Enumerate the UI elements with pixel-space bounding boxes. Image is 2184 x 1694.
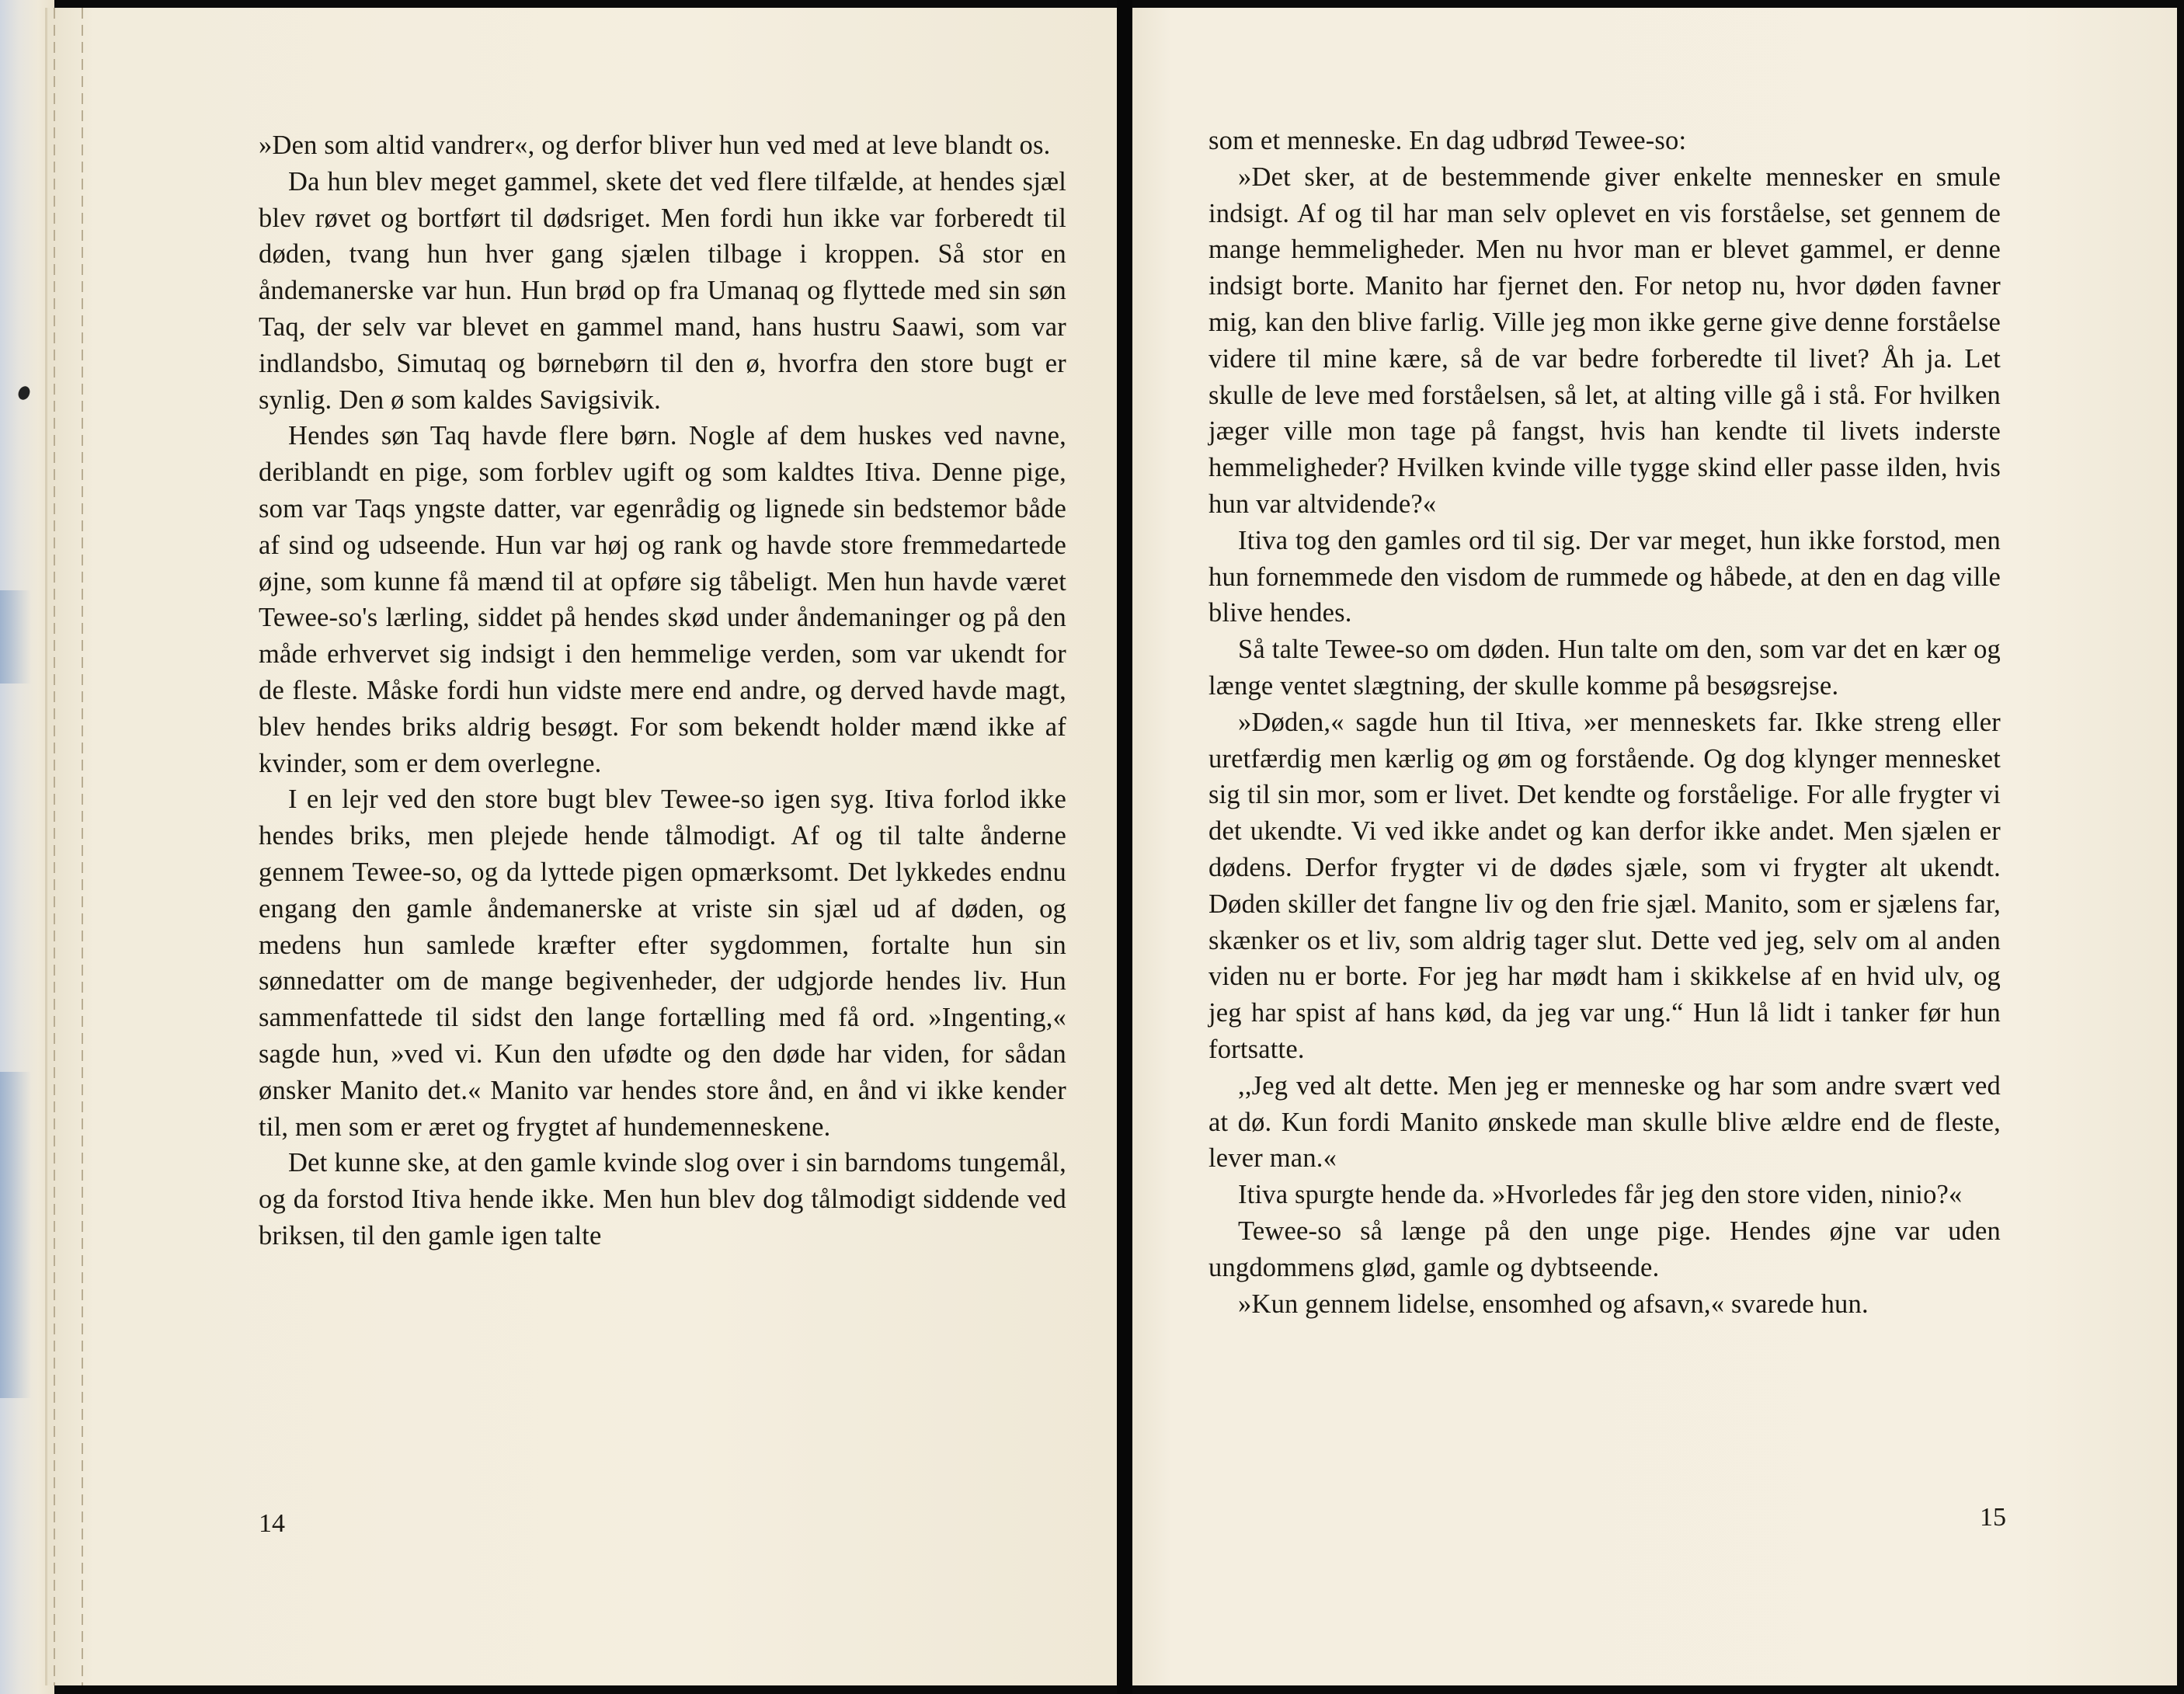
edge-tint bbox=[0, 1072, 31, 1398]
paragraph: »Døden,« sagde hun til Itiva, »er menneskets far. Ikke streng eller uretfærdig men kærlig og øm og forstående. Og dog klynger mennesket sig til sin mor, som er livet. Det kendte og forståelige. For alle frygter vi det ukendte. Vi ved ikke andet og kan derfor ikke andet. Men sjælen er dødens. Derfor frygter vi de dødes sjæle, som vi frygter alt ukendt. Døden skiller det fangne liv og den frie sjæl. Manito, som er sjælens far, skænker os et liv, som aldrig tager slut. Dette ved jeg, selv om al anden viden nu er borte. For jeg har mødt ham i skikkelse af en hvid ulv, og jeg har spist af hans kød, da jeg var ung.“ Hun lå lidt i tanker før hun fortsatte. bbox=[1209, 707, 2001, 1064]
paragraph: Itiva spurgte hende da. »Hvorledes får jeg den store viden, ninio?« bbox=[1238, 1180, 1963, 1210]
binding-stitch bbox=[82, 8, 83, 1685]
page-number: 14 bbox=[259, 1509, 285, 1538]
page-gutter bbox=[1117, 0, 1132, 1694]
paragraph: ,,Jeg ved alt dette. Men jeg er menneske og har som andre svært ved at dø. Kun fordi Manito ønskede man skulle blive ældre end de fleste, lever man.« bbox=[1209, 1070, 2001, 1174]
right-page-text bbox=[1209, 123, 2001, 1322]
paragraph: »Den som altid vandrer«, og derfor bliver hun ved med at leve blandt os. bbox=[259, 130, 1051, 160]
paragraph: som et menneske. En dag udbrød Tewee-so: bbox=[1209, 126, 1687, 155]
page-number: 15 bbox=[1980, 1503, 2006, 1532]
paragraph: Det kunne ske, at den gamle kvinde slog over i sin barndoms tungemål, og da forstod Itiva hende ikke. Men hun blev dog tålmodigt siddende ved briksen, til den gamle igen talte bbox=[259, 1148, 1066, 1250]
right-page bbox=[1132, 8, 2177, 1685]
paragraph: Da hun blev meget gammel, skete det ved flere tilfælde, at hendes sjæl blev røvet og bortført til dødsriget. Men fordi hun ikke var forberedt til døden, tvang hun hver gang sjælen tilbage i kroppen. Så stor en åndemanerske var hun. Hun brød op fra Umanaq og flyttede med sin søn Taq, der selv var blevet en gammel mand, hans hustru Saawi, som var indlandsbo, Simutaq og børnebørn til den ø, hvorfra den store bugt er synlig. Den ø som kaldes Savigsivik. bbox=[259, 166, 1066, 415]
left-page-text bbox=[259, 127, 1066, 1254]
paragraph: »Det sker, at de bestemmende giver enkelte mennesker en smule indsigt. Af og til har man selv oplevet en vis forståelse, set gennem de mange hemmeligheder. Men nu hvor man er blevet gammel, er denne indsigt borte. Manito har fjernet den. For netop nu, hvor døden favner mig, kan den blive farlig. Ville jeg mon ikke gerne give denne forståelse videre til mine kære, så de var bedre forberedte til livet? Åh ja. Let skulle de leve med forståelsen, så let, at alting ville gå i stå. For hvilken jæger ville mon tage på fangst, hvis han kendte til livets inderste hemmeligheder? Hvilken kvinde ville tygge skind eller passe ilden, hvis hun var altvidende?« bbox=[1209, 162, 2001, 519]
edge-tint bbox=[0, 590, 31, 684]
left-page bbox=[45, 8, 1117, 1685]
paragraph: Så talte Tewee-so om døden. Hun talte om den, som var det en kær og længe ventet slægtning, der skulle komme på besøgsrejse. bbox=[1209, 635, 2001, 701]
paragraph: Hendes søn Taq havde flere børn. Nogle af dem huskes ved navne, deriblandt en pige, som forblev ugift og som kaldtes Itiva. Denne pige, som var Taqs yngste datter, var egenrådig og lignede sin bedstemor både af sind og udseende. Hun var høj og rank og havde store fremmedartede øjne, som kunne få mænd til at opføre sig tåbeligt. Men hun havde været Tewee-so's lærling, siddet på hendes skød under åndemaninger og på den måde erhvervet sig indsigt i den hemmelige verden, som var ukendt for de fleste. Måske fordi hun vidste mere end andre, og derved havde magt, blev hendes briks aldrig besøgt. For som bekendt holder mænd ikke af kvinder, som er dem overlegne. bbox=[259, 421, 1066, 778]
paragraph: Itiva tog den gamles ord til sig. Der var meget, hun ikke forstod, men hun fornemmede den visdom de rummede og håbede, at den en dag ville blive hendes. bbox=[1209, 525, 2001, 628]
paragraph: »Kun gennem lidelse, ensomhed og afsavn,« svarede hun. bbox=[1238, 1289, 1869, 1319]
binding-stitch bbox=[54, 8, 55, 1685]
paragraph: I en lejr ved den store bugt blev Tewee-so igen syg. Itiva forlod ikke hendes briks, men plejede hende tålmodigt. Af og til talte ånderne gennem Tewee-so, og da lyttede pigen opmærksomt. Det lykkedes endnu engang den gamle åndemanerske at vriste sin sjæl ud af døden, og medens hun samlede kræfter efter sygdommen, fortalte hun sin sønnedatter om de mange begivenheder, der udgjorde hendes liv. Hun sammenfattede til sidst den lange fortælling med få ord. »Ingenting,« sagde hun, »ved vi. Kun den ufødte og den døde har viden, for sådan ønsker Manito det.« Manito var hendes store ånd, en ånd vi ikke kender til, men som er æret og frygtet af hundemenneskene. bbox=[259, 784, 1066, 1142]
paragraph: Tewee-so så længe på den unge pige. Hendes øjne var uden ungdommens glød, gamle og dybtseende. bbox=[1209, 1216, 2001, 1282]
